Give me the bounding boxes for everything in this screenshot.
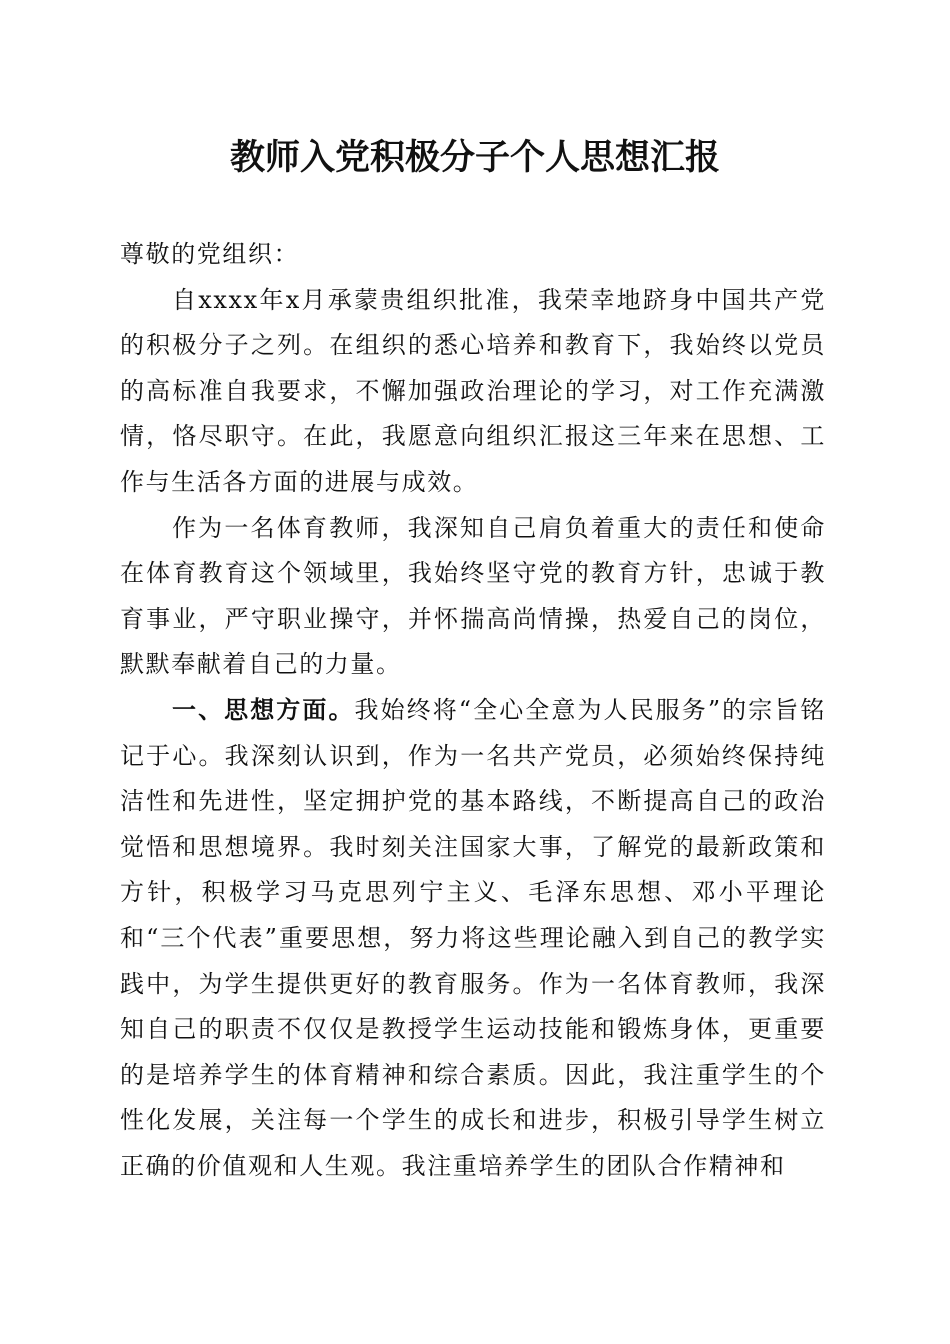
paragraph-role: 作为一名体育教师，我深知自己肩负着重大的责任和使命在体育教育这个领域里，我始终坚守党的教育方针，忠诚于教育事业，严守职业操守，并怀揣高尚情操，热爱自己的岗位，默默奉献着自己的力量。	[120, 513, 826, 679]
paragraph-section-1	[120, 688, 826, 1190]
paragraph-intro: 自xxxx年x月承蒙贵组织批准，我荣幸地跻身中国共产党的积极分子之列。在组织的悉心培养和教育下，我始终以党员的高标准自我要求，不懈加强政治理论的学习，对工作充满激情，恪尽职守。在此，我愿意向组织汇报这三年来在思想、工作与生活各方面的进展与成效。	[120, 285, 826, 496]
section-heading-thought: 一、思想方面。	[172, 695, 355, 724]
salutation: 尊敬的党组织：	[120, 240, 300, 268]
document-body	[120, 232, 826, 1189]
section-text-thought: 我始终将“全心全意为人民服务”的宗旨铭记于心。我深刻认识到，作为一名共产党员，必须始终保持纯洁性和先进性，坚定拥护党的基本路线，不断提高自己的政治觉悟和思想境界。我时刻关注国家大事，了解党的最新政策和方针，积极学习马克思列宁主义、毛泽东思想、邓小平理论和“三个代表”重要思想，努力将这些理论融入到自己的教学实践中，为学生提供更好的教育服务。作为一名体育教师，我深知自己的职责不仅仅是教授学生运动技能和锻炼身体，更重要的是培养学生的体育精神和综合素质。因此，我注重学生的个性化发展，关注每一个学生的成长和进步，积极引导学生树立正确的价值观和人生观。我注重培养学生的团队合作精神和	[120, 695, 826, 1180]
document-title: 教师入党积极分子个人思想汇报	[229, 137, 720, 178]
